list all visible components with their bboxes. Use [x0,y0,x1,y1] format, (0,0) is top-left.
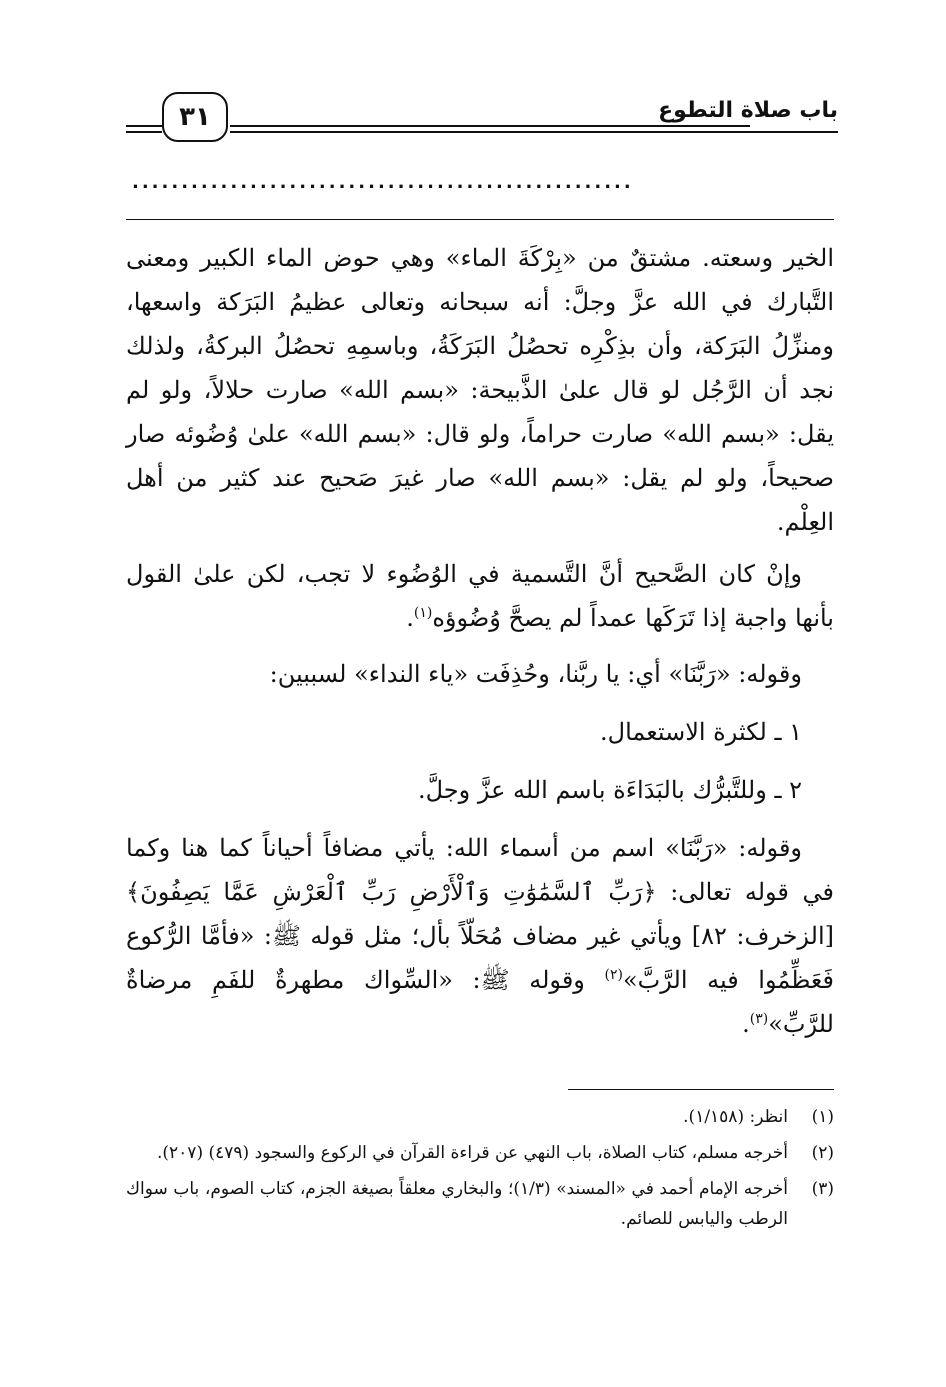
header-rule-left-upper [126,125,162,127]
paragraph-text: وإنْ كان الصَّحيح أنَّ التَّسمية في الوُضُوء لا تجب، لكن علىٰ القول بأنها واجبة إذا تَرَكَها عمداً لم يصحَّ وُضُوؤه [126,560,834,632]
footnote [126,1102,834,1132]
footnote-ref: (٣) [749,1011,769,1027]
list-item: ٢ ـ وللتَّبرُّك بالبَدَاءَة باسم الله عزَّ وجلَّ. [417,776,802,804]
footnotes [126,1102,834,1240]
main-text [126,236,834,1058]
header-rule-left-lower [126,131,162,133]
footnote [126,1138,834,1168]
footnote-text: انظر: (١/١٥٨). [683,1107,788,1127]
list-item: ١ ـ لكثرة الاستعمال. [600,718,802,746]
footnote [126,1174,834,1234]
footnote-number: (١) [811,1107,834,1127]
footnote-text: أخرجه مسلم، كتاب الصلاة، باب النهي عن قراءة القرآن في الركوع والسجود (٤٧٩) (٢٠٧). [157,1143,788,1163]
paragraph [126,826,834,1046]
footnote-text: أخرجه الإمام أحمد في «المسند» (١/٣)؛ والبخاري معلقاً بصيغة الجزم، كتاب الصوم، باب سواك الرطب واليابس للصائم. [126,1179,788,1229]
paragraph [126,552,834,640]
paragraph: وقوله: «رَبَّنَا» أي: يا ربَّنا، وحُذِفَت «ياء النداء» لسببين: [269,660,802,688]
paragraph-text: وقوله ﷺ: «السِّواك مطهرةٌ للفَمِ مرضاةٌ للرَّبِّ» [126,966,834,1038]
footnote-number: (٢) [811,1143,834,1163]
paragraph: الخير وسعته. مشتقٌ من «بِرْكَةَ الماء» وهي حوض الماء الكبير ومعنى التَّبارك في الله عزَّ وجلَّ: أنه سبحانه وتعالى عظيمُ البَرَكة واسعها، ومنزِّلُ البَرَكة، وأن بذِكْرِه تحصُلُ البَرَكَةُ، وباسمِهِ تحصُلُ البركةُ، ولذلك نجد أن الرَّجُل لو قال علىٰ الذَّبيحة: «بسم الله» صارت حلالاً، ولو لم يقل: «بسم الله» صارت حراماً، ولو قال: «بسم الله» علىٰ وُضُوئه صار صحيحاً، ولو لم يقل: «بسم الله» صار غيرَ صَحيح عند كثير من أهل العِلْم. [126,244,834,536]
footnote-ref: (٢) [604,967,623,983]
paragraph-end: . [406,604,414,632]
paragraph-end: . [742,1010,750,1038]
paragraph-text: وقوله: «رَبَّنَا» اسم من أسماء الله: يأتي مضافاً أحياناً كما هنا وكما في قوله تعالى: ﴿رَبِّ ٱلسَّمَٰوَٰتِ وَٱلْأَرْضِ رَبِّ ٱلْعَرْشِ عَمَّا يَصِفُونَ﴾ [الزخرف: ٨٢] ويأتي غير مضاف مُحَلّاً بأل؛ مثل قوله ﷺ: «فأمَّا الرُّكوع فَعَظِّمُوا فيه الرَّبَّ» [126,834,834,994]
footnote-ref: (١) [413,605,433,621]
footnote-rule [568,1089,834,1090]
dotted-separator: ................................................... [132,172,634,193]
page-number: ٣١ [162,92,228,142]
header-rule-lower [230,131,838,133]
footnote-number: (٣) [811,1179,834,1199]
page-header [126,92,838,152]
chapter-title: باب صلاة التطوع [658,98,838,123]
top-divider [126,219,834,220]
header-rule-upper [230,125,750,127]
